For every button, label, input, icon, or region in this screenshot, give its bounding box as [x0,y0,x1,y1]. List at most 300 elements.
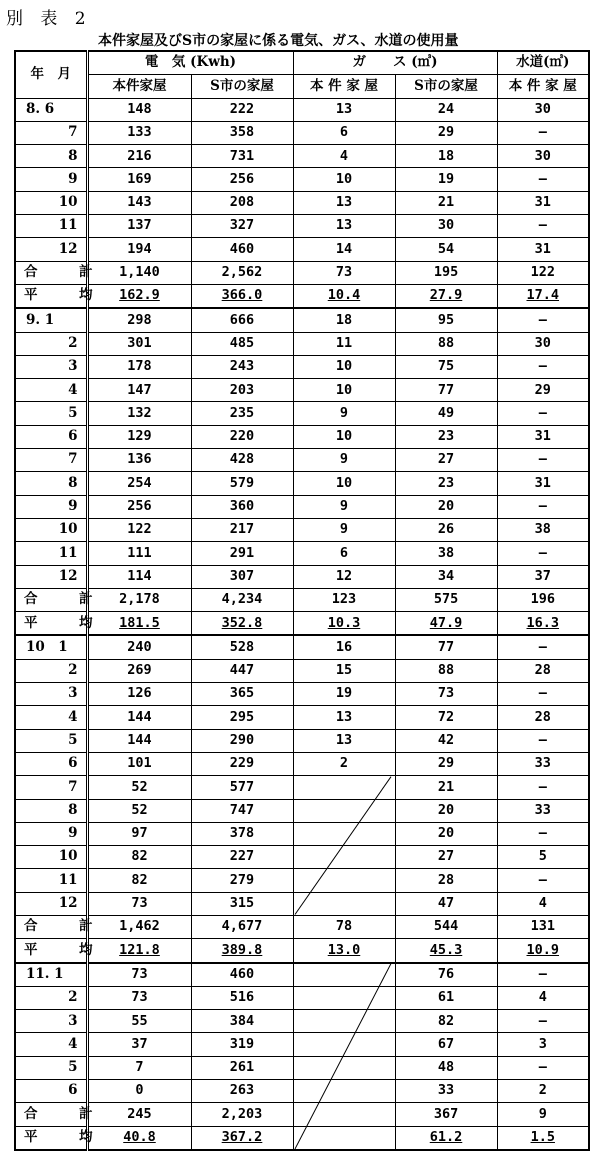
electric-this-house-cell: 132 [87,402,191,425]
gas-s-house-cell: 18 [395,145,497,168]
table-row [15,776,589,799]
electric-s-house-cell: 367.2 [191,1126,293,1150]
electric-s-house-cell: 485 [191,332,293,355]
gas-this-house-cell [293,822,395,845]
water-this-house-cell: 5 [497,846,589,869]
gas-s-house-cell: 33 [395,1080,497,1103]
year-month-cell: 6 [15,752,87,775]
electric-s-house-cell: 220 [191,425,293,448]
year-month-cell: 2 [15,986,87,1009]
electric-s-house-cell: 295 [191,706,293,729]
gas-this-house-cell: 13.0 [293,939,395,963]
gas-this-house-cell: 13 [293,191,395,214]
table-body [15,98,589,1150]
electric-s-house-cell: 447 [191,659,293,682]
gas-s-house-cell: 20 [395,822,497,845]
water-this-house-cell: 122 [497,261,589,284]
table-row [15,892,589,915]
electric-this-house-cell: 178 [87,355,191,378]
year-month-cell: 11 [15,215,87,238]
electric-this-house-cell: 82 [87,869,191,892]
gas-s-house-cell: 77 [395,635,497,659]
water-this-house-cell: 31 [497,425,589,448]
electric-s-house-cell: 279 [191,869,293,892]
electric-this-house-cell: 1,140 [87,261,191,284]
gas-this-house-cell: 18 [293,308,395,332]
gas-this-house-cell [293,776,395,799]
electric-s-house-cell: 4,234 [191,588,293,611]
water-this-house-cell: — [497,308,589,332]
table-row [15,729,589,752]
gas-s-house-cell: 27 [395,846,497,869]
year-month-cell: 5 [15,402,87,425]
year-month-cell: 6 [15,1080,87,1103]
water-this-house-cell: 2 [497,1080,589,1103]
average-row [15,939,589,963]
electric-this-house-cell: 52 [87,776,191,799]
table-row [15,1056,589,1079]
water-this-house-cell: 17.4 [497,284,589,308]
year-month-cell: 平 均 [15,612,87,636]
gas-s-house-cell: 23 [395,472,497,495]
electric-s-house-cell: 217 [191,518,293,541]
table-row [15,355,589,378]
year-month-cell: 合 計 [15,261,87,284]
gas-this-house-cell: 15 [293,659,395,682]
gas-s-house-cell: 21 [395,191,497,214]
table-row [15,565,589,588]
year-month-cell: 10 [15,846,87,869]
year-month-cell: 合 計 [15,588,87,611]
average-row [15,284,589,308]
year-month-cell: 5 [15,1056,87,1079]
header-year-month: 年 月 [15,51,87,98]
table-row [15,472,589,495]
average-row [15,612,589,636]
water-this-house-cell: 33 [497,752,589,775]
gas-this-house-cell: 10 [293,425,395,448]
gas-this-house-cell: 11 [293,332,395,355]
gas-this-house-cell: 13 [293,215,395,238]
water-this-house-cell: 196 [497,588,589,611]
table-row [15,145,589,168]
electric-this-house-cell: 254 [87,472,191,495]
electric-this-house-cell: 101 [87,752,191,775]
electric-s-house-cell: 460 [191,963,293,987]
electric-s-house-cell: 378 [191,822,293,845]
gas-s-house-cell: 19 [395,168,497,191]
year-month-cell: 3 [15,355,87,378]
water-this-house-cell: — [497,635,589,659]
electric-s-house-cell: 2,562 [191,261,293,284]
electric-this-house-cell: 37 [87,1033,191,1056]
gas-this-house-cell [293,1080,395,1103]
electric-this-house-cell: 73 [87,892,191,915]
gas-this-house-cell [293,1126,395,1150]
water-this-house-cell: — [497,449,589,472]
gas-this-house-cell [293,892,395,915]
gas-this-house-cell: 4 [293,145,395,168]
gas-this-house-cell: 123 [293,588,395,611]
gas-this-house-cell: 10 [293,168,395,191]
total-row [15,588,589,611]
year-month-cell: 5 [15,729,87,752]
year-month-cell: 9 [15,822,87,845]
table-row [15,98,589,121]
year-month-cell: 10 1 [15,635,87,659]
electric-s-house-cell: 229 [191,752,293,775]
gas-s-house-cell: 30 [395,215,497,238]
electric-this-house-cell: 169 [87,168,191,191]
gas-s-house-cell: 88 [395,659,497,682]
year-month-cell: 12 [15,892,87,915]
gas-this-house-cell: 6 [293,542,395,565]
year-month-cell: 3 [15,1010,87,1033]
year-month-cell: 合 計 [15,915,87,938]
table-row [15,986,589,1009]
electric-s-house-cell: 327 [191,215,293,238]
gas-s-house-cell: 26 [395,518,497,541]
gas-s-house-cell: 27.9 [395,284,497,308]
total-row [15,261,589,284]
electric-this-house-cell: 194 [87,238,191,261]
electric-s-house-cell: 528 [191,635,293,659]
water-this-house-cell: — [497,729,589,752]
gas-s-house-cell: 49 [395,402,497,425]
table-row [15,238,589,261]
gas-s-house-cell: 29 [395,121,497,144]
year-month-cell: 3 [15,683,87,706]
electric-s-house-cell: 263 [191,1080,293,1103]
water-this-house-cell: 10.9 [497,939,589,963]
electric-this-house-cell: 256 [87,495,191,518]
water-this-house-cell: — [497,1056,589,1079]
electric-s-house-cell: 666 [191,308,293,332]
electric-this-house-cell: 7 [87,1056,191,1079]
electric-s-house-cell: 365 [191,683,293,706]
gas-s-house-cell: 75 [395,355,497,378]
electric-this-house-cell: 133 [87,121,191,144]
subheader-gas-this-house: 本 件 家 屋 [293,75,395,98]
electric-this-house-cell: 181.5 [87,612,191,636]
gas-this-house-cell: 9 [293,518,395,541]
electric-s-house-cell: 291 [191,542,293,565]
electric-this-house-cell: 73 [87,963,191,987]
electric-this-house-cell: 2,178 [87,588,191,611]
gas-this-house-cell: 13 [293,98,395,121]
table-row [15,963,589,987]
gas-s-house-cell: 38 [395,542,497,565]
electric-s-house-cell: 747 [191,799,293,822]
gas-s-house-cell: 42 [395,729,497,752]
gas-s-house-cell: 76 [395,963,497,987]
header-gas: ガ ス (㎥) [293,51,497,75]
gas-this-house-cell [293,1033,395,1056]
table-row [15,659,589,682]
gas-this-house-cell: 14 [293,238,395,261]
gas-s-house-cell: 27 [395,449,497,472]
gas-this-house-cell: 10.3 [293,612,395,636]
electric-s-house-cell: 731 [191,145,293,168]
gas-s-house-cell: 195 [395,261,497,284]
water-this-house-cell: — [497,215,589,238]
year-month-cell: 平 均 [15,284,87,308]
gas-this-house-cell: 73 [293,261,395,284]
year-month-cell: 4 [15,379,87,402]
table-row [15,191,589,214]
electric-this-house-cell: 82 [87,846,191,869]
electric-this-house-cell: 136 [87,449,191,472]
subheader-electric-this-house: 本件家屋 [87,75,191,98]
gas-this-house-cell [293,1103,395,1126]
electric-this-house-cell: 148 [87,98,191,121]
year-month-cell: 11 [15,542,87,565]
electric-this-house-cell: 269 [87,659,191,682]
water-this-house-cell: 38 [497,518,589,541]
table-row [15,1080,589,1103]
gas-this-house-cell: 9 [293,402,395,425]
gas-s-house-cell: 72 [395,706,497,729]
electric-this-house-cell: 144 [87,729,191,752]
electric-s-house-cell: 360 [191,495,293,518]
electric-this-house-cell: 73 [87,986,191,1009]
electric-this-house-cell: 126 [87,683,191,706]
electric-s-house-cell: 428 [191,449,293,472]
gas-s-house-cell: 73 [395,683,497,706]
electric-this-house-cell: 129 [87,425,191,448]
gas-s-house-cell: 77 [395,379,497,402]
electric-this-house-cell: 97 [87,822,191,845]
water-this-house-cell: — [497,869,589,892]
electric-s-house-cell: 358 [191,121,293,144]
electric-s-house-cell: 516 [191,986,293,1009]
water-this-house-cell: — [497,168,589,191]
gas-this-house-cell: 9 [293,449,395,472]
electric-this-house-cell: 114 [87,565,191,588]
table-row [15,518,589,541]
table-row [15,869,589,892]
year-month-cell: 8. 6 [15,98,87,121]
water-this-house-cell: 33 [497,799,589,822]
gas-this-house-cell: 2 [293,752,395,775]
gas-s-house-cell: 34 [395,565,497,588]
electric-this-house-cell: 40.8 [87,1126,191,1150]
electric-s-house-cell: 384 [191,1010,293,1033]
gas-s-house-cell: 23 [395,425,497,448]
water-this-house-cell: — [497,355,589,378]
table-row [15,1033,589,1056]
electric-this-house-cell: 144 [87,706,191,729]
gas-s-house-cell: 95 [395,308,497,332]
year-month-cell: 2 [15,659,87,682]
electric-s-house-cell: 307 [191,565,293,588]
table-row [15,799,589,822]
electric-this-house-cell: 55 [87,1010,191,1033]
water-this-house-cell: 9 [497,1103,589,1126]
year-month-cell: 6 [15,425,87,448]
year-month-cell: 8 [15,472,87,495]
electric-s-house-cell: 256 [191,168,293,191]
electric-this-house-cell: 301 [87,332,191,355]
gas-this-house-cell: 6 [293,121,395,144]
subheader-water-this-house: 本 件 家 屋 [497,75,589,98]
electric-s-house-cell: 203 [191,379,293,402]
year-month-cell: 9. 1 [15,308,87,332]
header-electric: 電 気 (Kwh) [87,51,293,75]
gas-s-house-cell: 20 [395,495,497,518]
electric-this-house-cell: 245 [87,1103,191,1126]
water-this-house-cell: 30 [497,98,589,121]
water-this-house-cell: — [497,121,589,144]
gas-this-house-cell: 10 [293,379,395,402]
year-month-cell: 平 均 [15,1126,87,1150]
water-this-house-cell: 31 [497,472,589,495]
year-month-cell: 12 [15,565,87,588]
gas-s-house-cell: 67 [395,1033,497,1056]
table-row [15,846,589,869]
electric-s-house-cell: 319 [191,1033,293,1056]
year-month-cell: 9 [15,168,87,191]
table-row [15,683,589,706]
appendix-label: 別 表 2 [6,9,92,29]
gas-this-house-cell: 13 [293,729,395,752]
electric-s-house-cell: 352.8 [191,612,293,636]
table-row [15,121,589,144]
year-month-cell: 11 [15,869,87,892]
water-this-house-cell: — [497,683,589,706]
gas-s-house-cell: 29 [395,752,497,775]
table-row [15,706,589,729]
electric-this-house-cell: 162.9 [87,284,191,308]
header-water: 水道(㎥) [497,51,589,75]
year-month-cell: 平 均 [15,939,87,963]
gas-this-house-cell [293,1010,395,1033]
year-month-cell: 11. 1 [15,963,87,987]
gas-s-house-cell: 47.9 [395,612,497,636]
electric-this-house-cell: 1,462 [87,915,191,938]
water-this-house-cell: 4 [497,986,589,1009]
gas-s-house-cell: 54 [395,238,497,261]
electric-this-house-cell: 143 [87,191,191,214]
usage-table [14,50,590,1151]
gas-this-house-cell: 10.4 [293,284,395,308]
gas-s-house-cell: 20 [395,799,497,822]
gas-this-house-cell [293,986,395,1009]
gas-this-house-cell: 10 [293,472,395,495]
gas-this-house-cell [293,869,395,892]
water-this-house-cell: 31 [497,191,589,214]
electric-this-house-cell: 0 [87,1080,191,1103]
gas-this-house-cell: 13 [293,706,395,729]
gas-s-house-cell: 82 [395,1010,497,1033]
year-month-cell: 10 [15,518,87,541]
total-row [15,915,589,938]
water-this-house-cell: 131 [497,915,589,938]
water-this-house-cell: 29 [497,379,589,402]
electric-this-house-cell: 122 [87,518,191,541]
electric-this-house-cell: 121.8 [87,939,191,963]
year-month-cell: 合 計 [15,1103,87,1126]
electric-s-house-cell: 222 [191,98,293,121]
gas-s-house-cell: 61 [395,986,497,1009]
gas-this-house-cell [293,799,395,822]
electric-this-house-cell: 240 [87,635,191,659]
electric-s-house-cell: 290 [191,729,293,752]
electric-this-house-cell: 298 [87,308,191,332]
electric-s-house-cell: 577 [191,776,293,799]
electric-s-house-cell: 2,203 [191,1103,293,1126]
water-this-house-cell: 16.3 [497,612,589,636]
average-row [15,1126,589,1150]
water-this-house-cell: — [497,963,589,987]
electric-s-house-cell: 235 [191,402,293,425]
water-this-house-cell: 37 [497,565,589,588]
year-month-cell: 8 [15,799,87,822]
electric-s-house-cell: 389.8 [191,939,293,963]
total-row [15,1103,589,1126]
water-this-house-cell: — [497,542,589,565]
table-row [15,1010,589,1033]
table-row [15,449,589,472]
electric-s-house-cell: 460 [191,238,293,261]
subheader-gas-s-house: S市の家屋 [395,75,497,98]
water-this-house-cell: 3 [497,1033,589,1056]
water-this-house-cell: — [497,1010,589,1033]
electric-this-house-cell: 52 [87,799,191,822]
water-this-house-cell: 4 [497,892,589,915]
table-row [15,822,589,845]
year-month-cell: 7 [15,121,87,144]
electric-s-house-cell: 315 [191,892,293,915]
electric-s-house-cell: 579 [191,472,293,495]
table-row [15,168,589,191]
gas-s-house-cell: 21 [395,776,497,799]
gas-this-house-cell [293,963,395,987]
gas-s-house-cell: 61.2 [395,1126,497,1150]
electric-s-house-cell: 366.0 [191,284,293,308]
year-month-cell: 4 [15,706,87,729]
gas-s-house-cell: 88 [395,332,497,355]
year-month-cell: 4 [15,1033,87,1056]
table-caption: 本件家屋及びS市の家屋に係る電気、ガス、水道の使用量 [98,33,459,49]
gas-this-house-cell: 12 [293,565,395,588]
year-month-cell: 7 [15,449,87,472]
water-this-house-cell: — [497,495,589,518]
table-row [15,332,589,355]
table-row [15,495,589,518]
gas-s-house-cell: 575 [395,588,497,611]
electric-this-house-cell: 147 [87,379,191,402]
water-this-house-cell: — [497,402,589,425]
water-this-house-cell: — [497,776,589,799]
water-this-house-cell: 30 [497,145,589,168]
gas-this-house-cell: 9 [293,495,395,518]
water-this-house-cell: 1.5 [497,1126,589,1150]
table-row [15,752,589,775]
electric-this-house-cell: 137 [87,215,191,238]
gas-s-house-cell: 48 [395,1056,497,1079]
gas-s-house-cell: 45.3 [395,939,497,963]
table-row [15,215,589,238]
gas-s-house-cell: 367 [395,1103,497,1126]
table-row [15,308,589,332]
year-month-cell: 7 [15,776,87,799]
year-month-cell: 10 [15,191,87,214]
year-month-cell: 12 [15,238,87,261]
gas-this-house-cell [293,846,395,869]
gas-this-house-cell: 10 [293,355,395,378]
table-row [15,379,589,402]
